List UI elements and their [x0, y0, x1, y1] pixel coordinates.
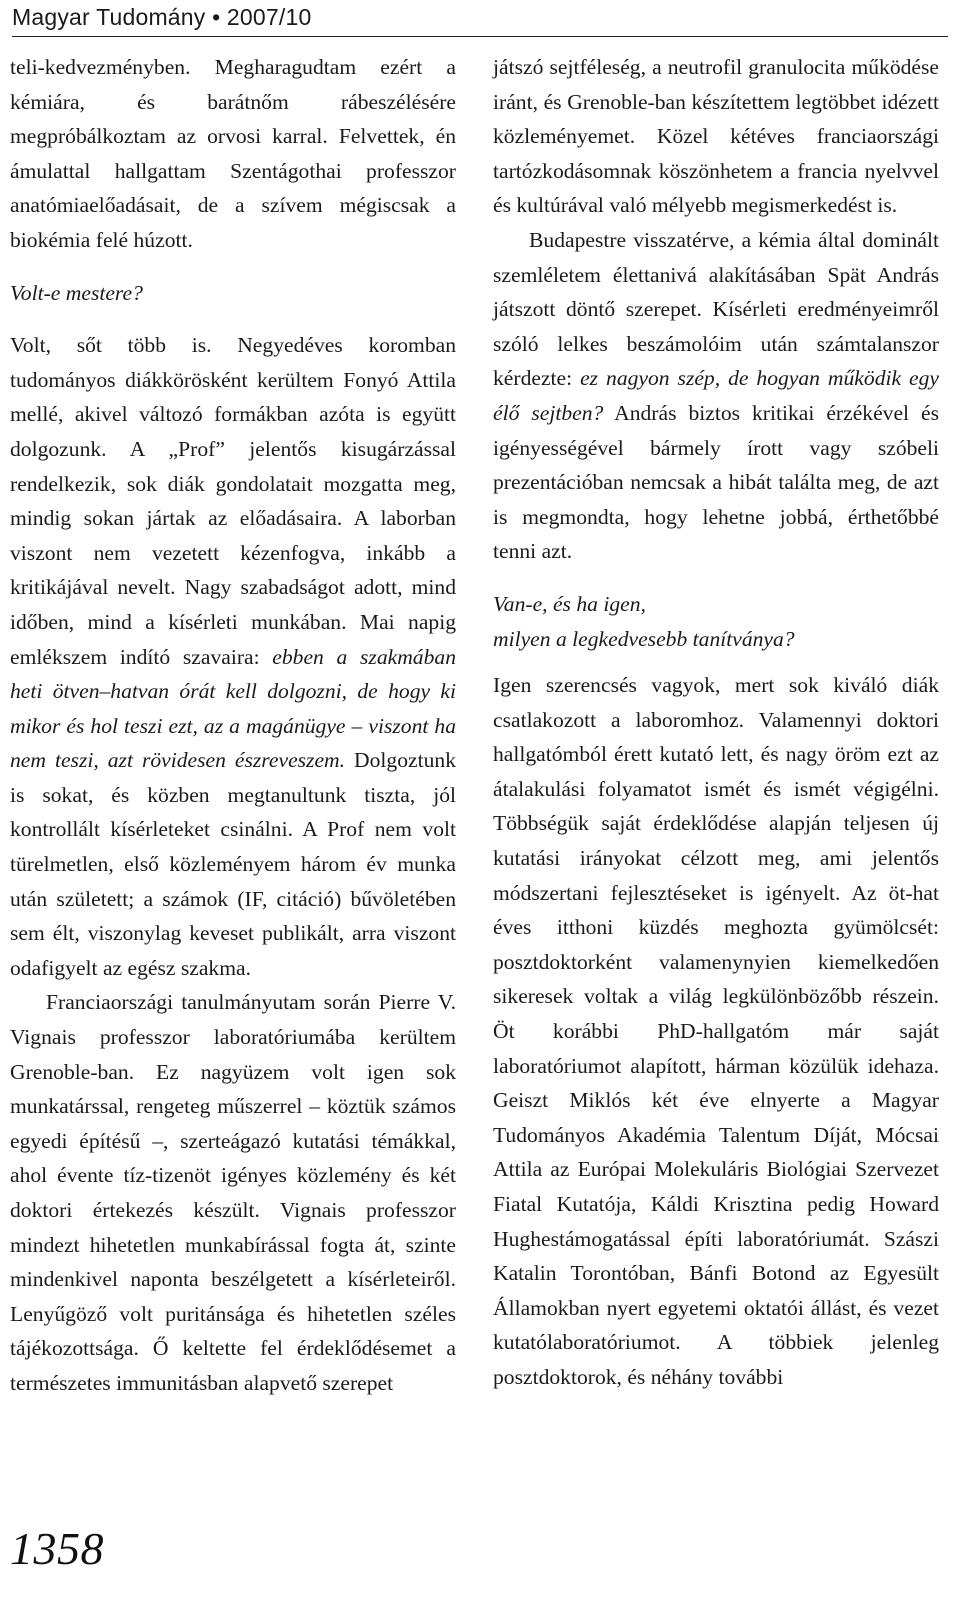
paragraph-text: Budapestre visszatérve, a kémia által dominált szemléletem élettanivá alakításában Spät András játszott döntő szerepet. Kísérleti eredményeimről szóló lelkes beszámolóim után számtalanszor kérdezte:: [493, 227, 939, 391]
paragraph-text: Dolgoztunk is sokat, és közben megtanultunk tiszta, jól kontrollált kísérleteket csinálni. A Prof nem volt türelmetlen, első közleményem három év munka után született; a számok (IF, citáció) bűvöletében sem élt, viszonylag keveset publikált, arra viszont odafigyelt az egész szakma.: [10, 748, 457, 980]
quote: ez nagyon szép, de hogyan működik egy élő sejtben?: [493, 366, 939, 425]
question-line: Van-e, és ha igen,: [493, 591, 646, 616]
interview-question: [493, 587, 939, 656]
paragraph: [493, 223, 939, 569]
running-header: Magyar Tudomány • 2007/10: [12, 4, 312, 30]
left-column: [10, 50, 456, 1401]
paragraph-text: Volt, sőt több is. Negyedéves koromban tudományos diákkörösként kerültem Fonyó Attila mellé, akivel változó formákban azóta is együtt dolgozunk. A „Prof” jelentős kisugárzással rendelkezik, sok diák gondolatait mozgatta meg, mindig sokan jártak az előadásaira. A laborban viszont nem vezetett kézenfogva, inkább a kritikájával nevelt. Nagy szabadságot adott, mind időben, mind a kísérleti munkában. Mai napig emlékszem indító szavaira:: [10, 333, 456, 669]
paragraph: teli-kedvezményben. Megharagudtam ezért a kémiára, és barátnőm rábeszélésére megpróbálkoztam az orvosi karral. Felvettek, én ámulattal hallgattam Szentágothai professzor anatómiaelőadásait, de a szívem mégiscsak a biokémia felé húzott.: [10, 55, 456, 252]
quote: ebben a szakmában heti ötven–hatvan órát kell dolgozni, de hogy ki mikor és hol teszi ezt, az a magánügye – viszont ha nem teszi, azt rövidesen észreveszem.: [10, 644, 456, 773]
right-column: [493, 50, 939, 1395]
paragraph: Igen szerencsés vagyok, mert sok kiváló diák csatlakozott a laboromhoz. Valamennyi doktori hallgatómból érett kutató lett, és nagy öröm ezt az átalakulási folyamatot ismét és ismét végigélni. Többségük saját érdeklődése alapján teljesen új kutatási irányokat célzott meg, ami jelentős módszertani fejlesztéseket is igényelt. Az öt-hat éves itthoni küzdés meghozta gyümölcsét: posztdoktorként valamenynyien kiemelkedően sikeresek voltak a világ legkülönbözőbb részein. Öt korábbi PhD-hallgatóm már saját laboratóriumot alapított, hárman közülük idehaza. Geiszt Miklós két éve elnyerte a Magyar Tudományos Akadémia Talentum Díját, Mócsai Attila az Európai Molekuláris Biológiai Szervezet Fiatal Kutatója, Káldi Krisztina pedig Howard Hughestámogatással építi laboratóriumát. Szászi Katalin Torontóban, Bánfi Botond az Egyesült Államokban nyert egyetemi oktatói állást, és vezet kutatólaboratóriumot. A többiek jelenleg posztdoktorok, és néhány további: [493, 673, 939, 1389]
header-rule: [12, 36, 948, 37]
paragraph: [10, 328, 456, 985]
paragraph: Franciaországi tanulmányutam során Pierre V. Vignais professzor laboratóriumába kerültem Grenoble-ban. Ez nagyüzem volt igen sok munkatárssal, rengeteg műszerrel – köztük számos egyedi építésű –, szerteágazó kutatási témákkal, ahol évente tíz-tizenöt igényes közlemény és két doktori értekezés készült. Vignais professzor mindezt hihetetlen munkabírással fogta át, szinte mindenkivel naponta beszélgetett a kísérleteiről. Lenyűgöző volt puritánsága és hihetetlen széles tájékozottsága. Ő keltette fel érdeklődésemet a természetes immunitásban alapvető szerepet: [10, 990, 456, 1395]
paragraph: játszó sejtféleség, a neutrofil granulocita működése iránt, és Grenoble-ban készítettem legtöbbet idézett közleményemet. Közel kétéves franciaországi tartózkodásomnak köszönhetem a francia nyelvvel és kultúrával való mélyebb megismerkedést is.: [493, 55, 939, 218]
page-number: 1358: [10, 1523, 104, 1574]
paragraph-text: András biztos kritikai érzékével és igényességével bármely írott vagy szóbeli prezentációban nemcsak a hibát találta meg, de azt is megmondta, hogy lehetne jobbá, érthetőbbé tenni azt.: [493, 400, 940, 564]
question-line: milyen a legkedvesebb tanítványa?: [493, 626, 795, 651]
interview-question: Volt-e mestere?: [10, 280, 143, 305]
